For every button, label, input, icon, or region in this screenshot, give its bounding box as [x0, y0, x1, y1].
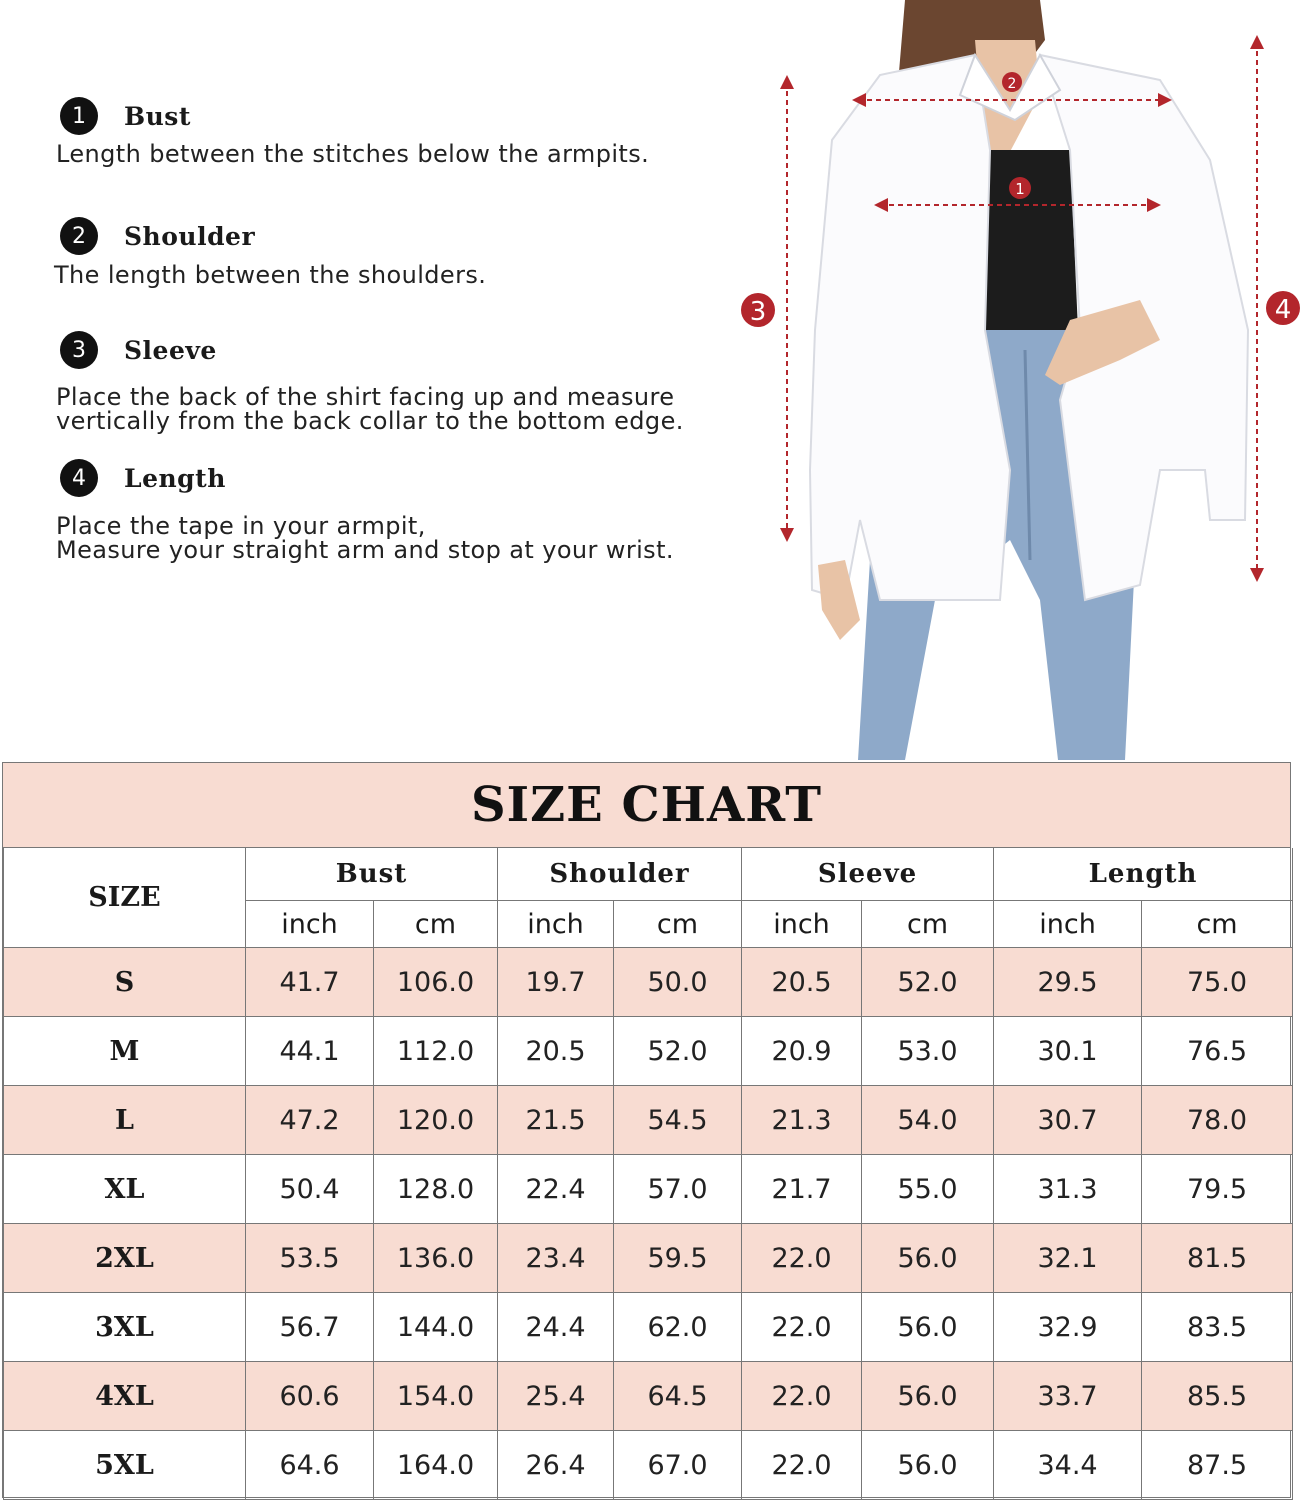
measurement-cell: 29.5 [994, 948, 1142, 1017]
measurement-cell: 30.7 [994, 1086, 1142, 1155]
chart-title: SIZE CHART [470, 777, 822, 833]
guide-description: Length between the stitches below the armpits. [56, 140, 650, 168]
measurement-cell: 144.0 [374, 1293, 498, 1362]
svg-text:4: 4 [1274, 295, 1292, 325]
svg-text:3: 3 [749, 297, 767, 327]
group-header-sleeve: Sleeve [742, 848, 994, 901]
svg-text:2: 2 [1007, 76, 1017, 92]
measurement-cell: 56.0 [862, 1224, 994, 1293]
measurement-cell: 75.0 [1142, 948, 1293, 1017]
size-label: XL [4, 1155, 246, 1224]
size-label: 2XL [4, 1224, 246, 1293]
header-row-groups [4, 848, 1293, 901]
measurement-cell: 55.0 [862, 1155, 994, 1224]
unit-header: inch [498, 901, 614, 948]
measurement-cell: 54.5 [614, 1086, 742, 1155]
number-badge-icon: 2 [60, 217, 98, 255]
table-row [4, 1155, 1293, 1224]
guide-title: Sleeve [124, 335, 217, 365]
measurement-cell: 67.0 [614, 1431, 742, 1500]
measurement-cell: 56.0 [862, 1293, 994, 1362]
measurement-cell: 54.0 [862, 1086, 994, 1155]
measurement-cell: 21.5 [498, 1086, 614, 1155]
measurement-cell: 20.5 [498, 1017, 614, 1086]
group-header-bust: Bust [246, 848, 498, 901]
marker-4 [1266, 291, 1300, 325]
guide-title: Bust [124, 101, 191, 131]
model-photo [735, 0, 1302, 760]
table-row [4, 1293, 1293, 1362]
measurement-cell: 76.5 [1142, 1017, 1293, 1086]
unit-header: cm [374, 901, 498, 948]
guide-item-sleeve [56, 330, 684, 433]
measurement-cell: 136.0 [374, 1224, 498, 1293]
measurement-cell: 22.0 [742, 1293, 862, 1362]
measurement-cell: 53.5 [246, 1224, 374, 1293]
measurement-cell: 53.0 [862, 1017, 994, 1086]
measurement-cell: 47.2 [246, 1086, 374, 1155]
number-badge-icon: 3 [60, 331, 98, 369]
measurement-cell: 64.6 [246, 1431, 374, 1500]
size-label: S [4, 948, 246, 1017]
size-rows [4, 948, 1293, 1500]
measurement-cell: 24.4 [498, 1293, 614, 1362]
measurement-cell: 20.9 [742, 1017, 862, 1086]
guide-description: Place the back of the shirt facing up and measure vertically from the back collar to the bottom edge. [56, 383, 684, 435]
measurement-cell: 23.4 [498, 1224, 614, 1293]
number-badge-icon: 4 [60, 459, 98, 497]
measurement-cell: 44.1 [246, 1017, 374, 1086]
measurement-cell: 81.5 [1142, 1224, 1293, 1293]
measurement-cell: 52.0 [614, 1017, 742, 1086]
guide-description: The length between the shoulders. [54, 261, 487, 289]
guide-item-bust [56, 96, 649, 166]
size-label: L [4, 1086, 246, 1155]
hand-left [818, 560, 860, 640]
measurement-cell: 154.0 [374, 1362, 498, 1431]
measurement-cell: 128.0 [374, 1155, 498, 1224]
measurement-cell: 83.5 [1142, 1293, 1293, 1362]
table-row [4, 1017, 1293, 1086]
measurement-cell: 19.7 [498, 948, 614, 1017]
measurement-cell: 21.3 [742, 1086, 862, 1155]
measurement-cell: 56.0 [862, 1431, 994, 1500]
measurement-cell: 59.5 [614, 1224, 742, 1293]
marker-1 [1009, 177, 1031, 199]
measurement-cell: 22.4 [498, 1155, 614, 1224]
marker-2 [1002, 72, 1022, 92]
measurement-cell: 79.5 [1142, 1155, 1293, 1224]
guide-description: Place the tape in your armpit, Measure your straight arm and stop at your wrist. [56, 512, 674, 564]
size-label: 5XL [4, 1431, 246, 1500]
shirt-left [810, 55, 1010, 600]
measurement-cell: 22.0 [742, 1431, 862, 1500]
measurement-cell: 50.4 [246, 1155, 374, 1224]
measurement-cell: 56.0 [862, 1362, 994, 1431]
measurement-cell: 20.5 [742, 948, 862, 1017]
size-chart [2, 762, 1291, 1498]
size-label: 3XL [4, 1293, 246, 1362]
size-table [3, 848, 1293, 1500]
measurement-cell: 85.5 [1142, 1362, 1293, 1431]
guide-item-length [56, 458, 674, 562]
group-header-length: Length [994, 848, 1293, 901]
measurement-cell: 60.6 [246, 1362, 374, 1431]
unit-header: inch [994, 901, 1142, 948]
svg-text:1: 1 [1015, 180, 1025, 198]
group-header-shoulder: Shoulder [498, 848, 742, 901]
measurement-cell: 112.0 [374, 1017, 498, 1086]
guide-item-shoulder [56, 216, 486, 287]
marker-3 [741, 293, 775, 327]
measurement-cell: 164.0 [374, 1431, 498, 1500]
measurement-cell: 22.0 [742, 1224, 862, 1293]
table-row [4, 1362, 1293, 1431]
measurement-cell: 62.0 [614, 1293, 742, 1362]
measurement-cell: 33.7 [994, 1362, 1142, 1431]
measurement-cell: 32.9 [994, 1293, 1142, 1362]
guide-title: Shoulder [124, 221, 256, 251]
guide-title: Length [124, 463, 226, 493]
table-row [4, 1431, 1293, 1500]
size-label: 4XL [4, 1362, 246, 1431]
measurement-cell: 34.4 [994, 1431, 1142, 1500]
measurement-cell: 21.7 [742, 1155, 862, 1224]
measurement-cell: 41.7 [246, 948, 374, 1017]
measurement-cell: 31.3 [994, 1155, 1142, 1224]
chart-title-band [3, 763, 1290, 848]
measurement-cell: 87.5 [1142, 1431, 1293, 1500]
table-row [4, 948, 1293, 1017]
measurement-cell: 25.4 [498, 1362, 614, 1431]
number-badge-icon: 1 [60, 97, 98, 135]
measurement-cell: 64.5 [614, 1362, 742, 1431]
unit-header: inch [246, 901, 374, 948]
measurement-guide [0, 0, 760, 760]
unit-header: cm [614, 901, 742, 948]
table-row [4, 1224, 1293, 1293]
measurement-cell: 78.0 [1142, 1086, 1293, 1155]
unit-header: cm [862, 901, 994, 948]
measurement-cell: 32.1 [994, 1224, 1142, 1293]
unit-header: inch [742, 901, 862, 948]
measurement-cell: 56.7 [246, 1293, 374, 1362]
size-column-header: SIZE [4, 848, 246, 948]
measurement-cell: 26.4 [498, 1431, 614, 1500]
measurement-cell: 120.0 [374, 1086, 498, 1155]
measurement-cell: 57.0 [614, 1155, 742, 1224]
measurement-cell: 52.0 [862, 948, 994, 1017]
measurement-cell: 50.0 [614, 948, 742, 1017]
size-label: M [4, 1017, 246, 1086]
unit-header: cm [1142, 901, 1293, 948]
measurement-cell: 106.0 [374, 948, 498, 1017]
measurement-cell: 30.1 [994, 1017, 1142, 1086]
tank-top [985, 150, 1078, 330]
measurement-cell: 22.0 [742, 1362, 862, 1431]
table-row [4, 1086, 1293, 1155]
